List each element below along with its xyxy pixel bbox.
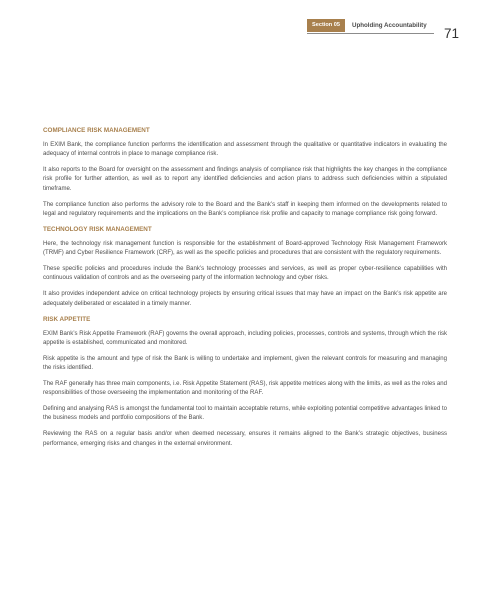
page-number: 71 (444, 26, 460, 41)
page-body (43, 127, 447, 456)
page-header (307, 19, 427, 32)
paragraph: These specific policies and procedures include the Bank’s technology processes and services, as well as proper cyber-resilience capabilities with continuous validation of controls and as the overseeing party of the information technology and cyber risks. (43, 266, 447, 282)
paragraph: Reviewing the RAS on a regular basis and/or when deemed necessary, ensures it remains aligned to the Bank’s strategic objectives, business performance, emerging risks and changes in the external environment. (43, 431, 447, 447)
paragraph: The RAF generally has three main components, i.e. Risk Appetite Statement (RAS), risk appetite metrices along with the limits, as well as the roles and responsibilities of those overseeing the implementation and monitoring of the RAF. (43, 380, 447, 397)
header-divider (307, 33, 434, 34)
section-heading-technology: TECHNOLOGY RISK MANAGEMENT (43, 225, 152, 233)
paragraph: It also provides independent advice on critical technology projects by ensuring critical issues that may have an impact on the Bank’s risk appetite are adequately deliberated or escalated in a timely manner. (43, 291, 447, 307)
paragraph: The compliance function also performs the advisory role to the Board and the Bank’s staff in keeping them informed on the developments related to legal and regulatory requirements and the implications on the Bank’s compliance risk profile and capacity to manage compliance risk going forward. (43, 201, 447, 217)
section-heading-risk-appetite: RISK APPETITE (43, 315, 91, 323)
section-heading-compliance: COMPLIANCE RISK MANAGEMENT (43, 127, 150, 134)
section-badge: Section 05 (307, 19, 345, 32)
paragraph: In EXIM Bank, the compliance function performs the identification and assessment through the qualitative or quantitative indicators in evaluating the adequacy of internal controls in place to manage compliance risk. (43, 142, 447, 158)
paragraph: EXIM Bank’s Risk Appetite Framework (RAF) governs the overall approach, including policies, processes, controls and systems, through which the risk appetite is established, communicated and monitored. (43, 330, 447, 346)
paragraph: Risk appetite is the amount and type of risk the Bank is willing to undertake and implement, given the relevant controls for measuring and managing the risks identified. (43, 355, 447, 371)
section-title: Upholding Accountability (351, 22, 427, 29)
paragraph: Here, the technology risk management function is responsible for the establishment of Board-approved Technology Risk Management Framework (TRMF) and Cyber Resilience Framework (CRF), as well as the specific policies and procedures that are consistent with the regulatory requirements. (43, 240, 447, 257)
paragraph: Defining and analysing RAS is amongst the fundamental tool to maintain acceptable returns, while exploiting potential competitive advantages linked to the business models and portfolio compositions of the Bank. (43, 406, 447, 422)
paragraph: It also reports to the Board for oversight on the assessment and findings analysis of compliance risk that highlights the key changes in the compliance risk profile for further attention, as well as to report any identified deficiencies and action plans to address such deficiencies within a stipulated timeframe. (43, 167, 447, 192)
